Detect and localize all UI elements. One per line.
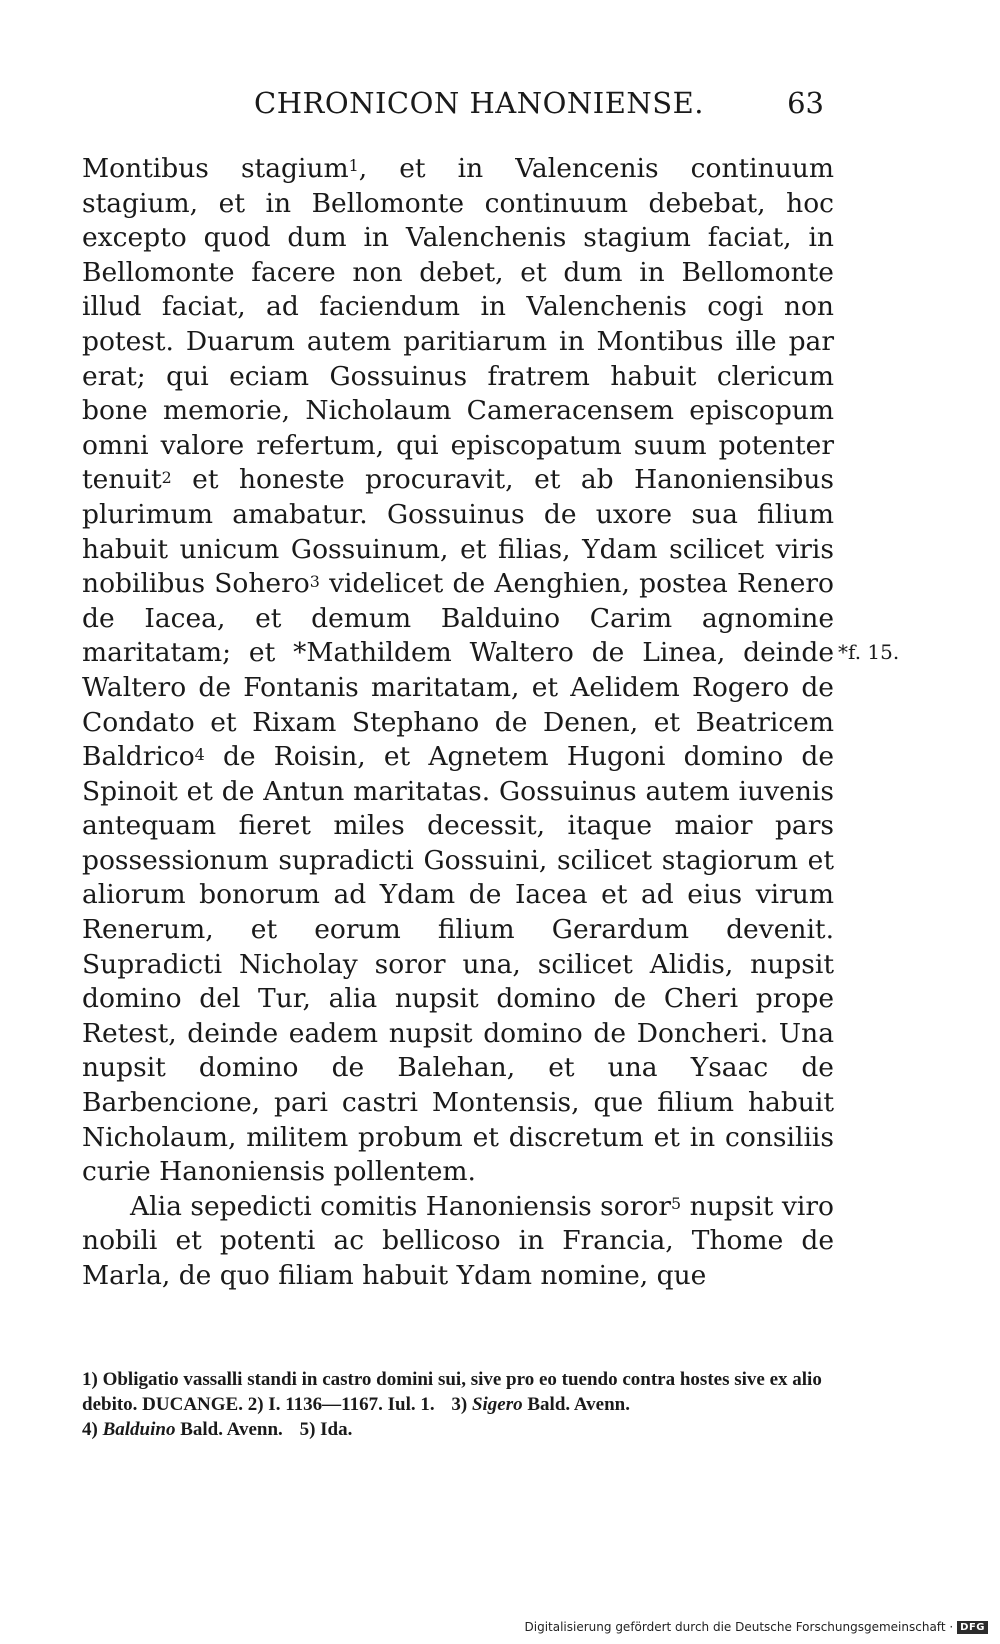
dfg-logo-icon: DFG bbox=[957, 1621, 988, 1634]
text-run: nupsit viro nobili et potenti ac bellicoso in Francia, Thome de Marla, de quo filiam habuit Ydam nomine, que bbox=[82, 1190, 834, 1291]
digitization-text: Digitalisierung gefördert durch die Deutsche Forschungsgemeinschaft · bbox=[524, 1620, 954, 1634]
text-run: et honeste procuravit, et ab Hanoniensibus plurimum amabatur. Gossuinus de uxore sua filium habuit unicum Gossuinum, et filias, Ydam scilicet viris nobilibus Sohero bbox=[82, 464, 834, 600]
paragraph bbox=[82, 1190, 834, 1294]
digitization-credit bbox=[525, 1620, 988, 1634]
footnote-3 bbox=[451, 1394, 630, 1415]
footnote-ref: 2 bbox=[161, 467, 172, 487]
main-text bbox=[82, 152, 834, 1294]
text-run: Alia sepedicti comitis Hanoniensis soror bbox=[130, 1190, 672, 1222]
footnote-2: 2) I. 1136—1167. Iul. 1. bbox=[247, 1394, 435, 1415]
footnote-1: 1) Obligatio vassalli standi in castro domini sui, sive pro eo tuendo contra hostes sive ex alio debito. DUCANGE. bbox=[82, 1369, 822, 1415]
footnote-italic: Balduino bbox=[102, 1419, 176, 1440]
footnote-ref: 5 bbox=[671, 1194, 682, 1214]
footnote-4 bbox=[82, 1419, 283, 1440]
running-header bbox=[82, 86, 824, 126]
footnote-source: Bald. Avenn. bbox=[180, 1419, 283, 1440]
margin-folio-note: *f. 15. bbox=[838, 640, 900, 664]
page-number: 63 bbox=[787, 86, 824, 120]
footnote-ref: 1 bbox=[348, 156, 359, 176]
footnote-ref: 3 bbox=[309, 571, 320, 591]
text-run: de Roisin, et Agnetem Hugoni domino de Spinoit et de Antun maritatas. Gossuinus autem iuvenis antequam fieret miles decessit, itaque maior pars possessionum supradicti Gossuini, scilicet stagiorum et aliorum bonorum ad Ydam de Iacea et ad eius virum Renerum, et eorum filium Gerardum devenit. Supradicti Nicholay soror una, scilicet Alidis, nupsit domino del Tur, alia nupsit domino de Cheri prope Retest, deinde eadem nupsit domino de Doncheri. Una nupsit domino de Balehan, et una Ysaac de Barbencione, pari castri Montensis, que filium habuit Nicholaum, militem probum et discretum et in consiliis curie Hanoniensis pollentem. bbox=[82, 741, 834, 1188]
running-title: CHRONICON HANONIENSE. bbox=[254, 86, 704, 120]
footnote-italic: Sigero bbox=[471, 1394, 523, 1415]
footnote-5: 5) Ida. bbox=[299, 1419, 353, 1440]
text-run: Montibus stagium bbox=[82, 153, 349, 184]
text-run: Linea, deinde Waltero de Fontanis maritatam, et Aelidem Rogero de Condato et Rixam Stephano de Denen, et Beatricem Baldrico bbox=[82, 637, 834, 773]
footnotes bbox=[82, 1367, 834, 1442]
footnote-number: 3) bbox=[451, 1394, 468, 1415]
footnote-ref: 4 bbox=[194, 744, 205, 764]
footnote-number: 4) bbox=[82, 1419, 98, 1440]
text-run: videlicet de Aenghien, postea Renero de Iacea, et demum Balduino Carim agnomine maritatam; et *Mathildem Waltero de bbox=[82, 568, 834, 669]
paragraph bbox=[82, 152, 834, 1190]
text-run: , et in Valencenis continuum stagium, et in Bellomonte continuum debebat, hoc excepto quod dum in Valenchenis stagium faciat, in Bellomonte facere non debet, et dum in Bellomonte illud faciat, ad faciendum in Valenchenis cogi non potest. Duarum autem paritiarum in Montibus ille par erat; qui eciam Gossuinus fratrem habuit clericum bone memorie, Nicholaum Cameracensem episcopum omni valore refertum, qui episcopatum suum potenter tenuit bbox=[82, 153, 834, 496]
footnote-source: Bald. Avenn. bbox=[527, 1394, 630, 1415]
